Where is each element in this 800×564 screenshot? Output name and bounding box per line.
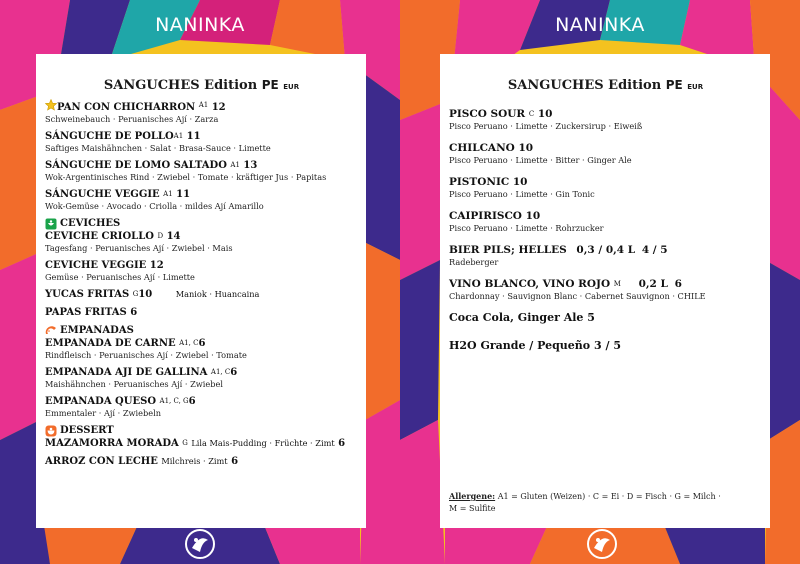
- brand-logo-text: NANINKA: [155, 14, 245, 36]
- item-price: 10: [512, 176, 528, 188]
- menu-title-country: PE: [665, 78, 683, 92]
- item-name: VINO BLANCO, VINO ROJO: [449, 278, 611, 290]
- menu-item: [45, 337, 358, 361]
- item-description: Radeberger: [449, 257, 499, 267]
- item-description: Gemüse · Peruanisches Ají · Limette: [45, 272, 195, 282]
- drink-item: [449, 175, 762, 200]
- allergen-code: G: [132, 290, 139, 298]
- item-description: Pisco Peruano · Limette · Zuckersirup · Eiweiß: [449, 121, 643, 131]
- item-name: Coca Cola, Ginger Ale: [449, 311, 584, 324]
- item-name: H2O Grande / Pequeño: [449, 339, 591, 352]
- item-size: 0,3 / 0,4 L: [576, 244, 636, 256]
- item-price: 5: [587, 311, 595, 324]
- item-price: 6: [130, 307, 138, 318]
- menu-item: [45, 188, 358, 212]
- item-price: 12: [211, 102, 226, 113]
- menu-title-text: SANGUCHES Edition: [507, 78, 662, 93]
- menu-page-right: [400, 0, 800, 564]
- item-name: SÁNGUCHE DE LOMO SALTADO: [45, 160, 227, 171]
- menu-item: [45, 288, 358, 301]
- item-price: 12: [149, 260, 164, 271]
- section-header-empanadas: [45, 324, 358, 337]
- item-description: Chardonnay · Sauvignon Blanc · Cabernet Sauvignon · CHILE: [449, 291, 706, 301]
- item-name: CHILCANO: [449, 142, 515, 154]
- item-price: 6: [188, 396, 196, 407]
- menu-item: [45, 437, 358, 450]
- item-name: YUCAS FRITAS: [45, 289, 130, 300]
- brand-emblem-icon: [184, 528, 216, 560]
- item-price: 6: [674, 278, 682, 290]
- drink-item: [449, 243, 762, 268]
- item-description: Rindfleisch · Peruanisches Ají · Zwiebel · Tomate: [45, 350, 247, 360]
- item-price: 6: [338, 438, 346, 449]
- item-name: PISTONIC: [449, 176, 510, 188]
- section-header-dessert: [45, 424, 358, 437]
- section-label: DESSERT: [60, 425, 114, 436]
- allergen-code: M: [613, 280, 621, 288]
- item-size: 0,2 L: [638, 278, 668, 290]
- item-name: CAIPIRISCO: [449, 210, 522, 222]
- item-description: Maishähnchen · Peruanisches Ají · Zwiebel: [45, 379, 223, 389]
- drink-item: [449, 107, 762, 132]
- menu-item: [45, 159, 358, 183]
- brand-logo-text: NANINKA: [555, 14, 645, 36]
- item-name: PISCO SOUR: [449, 108, 526, 120]
- section-label: CEVICHES: [60, 218, 121, 229]
- item-description: Tagesfang · Peruanisches Ají · Zwiebel · Mais: [45, 243, 233, 253]
- item-description: Pisco Peruano · Limette · Bitter · Ginger Ale: [449, 155, 632, 165]
- item-price: 10: [537, 108, 553, 120]
- item-name: CEVICHE VEGGIE: [45, 260, 147, 271]
- item-price: 13: [243, 160, 258, 171]
- allergen-code: A1: [230, 161, 240, 169]
- menu-item: [45, 306, 358, 319]
- allergen-code: A1, C, G: [159, 397, 189, 405]
- item-description: Milchreis · Zimt: [161, 456, 228, 466]
- item-price: 10: [138, 289, 153, 300]
- allergen-code: A1: [198, 101, 209, 109]
- item-price: 6: [231, 456, 239, 467]
- menu-item: [45, 395, 358, 419]
- item-description: Schweinebauch · Peruanisches Ají · Zarza: [45, 114, 219, 124]
- ceviche-bowl-icon: [45, 218, 57, 230]
- allergen-code: A1, C: [179, 339, 199, 347]
- item-description: Emmentaler · Ají · Zwiebeln: [45, 408, 161, 418]
- drink-item: [449, 339, 762, 353]
- drink-item: [449, 209, 762, 234]
- item-name: EMPANADA AJI DE GALLINA: [45, 367, 208, 378]
- item-name: CEVICHE CRIOLLO: [45, 231, 154, 242]
- item-price: 11: [176, 189, 191, 200]
- item-price: 10: [525, 210, 541, 222]
- menu-title-currency: EUR: [283, 83, 300, 91]
- item-name: MAZAMORRA MORADA: [45, 438, 179, 449]
- dessert-bowl-icon: [45, 425, 57, 437]
- allergen-code: D: [157, 232, 164, 240]
- menu-title: [449, 78, 762, 93]
- menu-title-country: PE: [261, 78, 279, 92]
- item-name: BIER PILS; HELLES: [449, 244, 567, 256]
- allergen-code: A1: [163, 190, 173, 198]
- menu-item: [45, 230, 358, 254]
- section-label: EMPANADAS: [60, 325, 134, 336]
- menu-title-text: SANGUCHES Edition: [103, 78, 258, 93]
- item-description: Wok-Gemüse · Avocado · Criolla · mildes Ají Amarillo: [45, 201, 264, 211]
- empanada-icon: [45, 325, 57, 337]
- allergen-heading: Allergene:: [449, 491, 496, 501]
- item-description: Lila Mais-Pudding · Früchte · Zimt: [191, 438, 335, 448]
- item-description: Wok-Argentinisches Rind · Zwiebel · Tomate · kräftiger Jus · Papitas: [45, 172, 327, 182]
- item-price: 11: [186, 131, 201, 142]
- item-name: SÁNGUCHE VEGGIE: [45, 189, 160, 200]
- item-price: 14: [166, 231, 181, 242]
- item-name: ARROZ CON LECHE: [45, 456, 158, 467]
- drink-item: [449, 311, 762, 325]
- item-price: 10: [518, 142, 534, 154]
- allergen-code: C: [528, 110, 535, 118]
- drink-item: [449, 277, 762, 302]
- menu-item: [45, 366, 358, 390]
- item-description: Maniok · Huancaina: [175, 289, 260, 299]
- star-icon: [45, 99, 57, 111]
- allergen-code: A1, C: [210, 368, 231, 376]
- menu-item: [45, 259, 358, 283]
- allergen-text: M = Sulfite: [449, 504, 496, 513]
- item-description: Pisco Peruano · Limette · Rohrzucker: [449, 223, 604, 233]
- item-price: 3 / 5: [593, 339, 621, 352]
- item-name: EMPANADA QUESO: [45, 396, 157, 407]
- allergen-code: A1: [173, 132, 184, 140]
- food-menu-card: [36, 54, 366, 528]
- allergen-code: G: [182, 439, 188, 447]
- item-description: Pisco Peruano · Limette · Gin Tonic: [449, 189, 595, 199]
- drinks-menu-card: [440, 54, 770, 528]
- menu-item: [45, 455, 358, 468]
- item-price: 6: [198, 338, 206, 349]
- item-price: 4 / 5: [641, 244, 668, 256]
- item-name: SÁNGUCHE DE POLLO: [45, 131, 174, 142]
- item-description: Saftiges Maishähnchen · Salat · Brasa-Sauce · Limette: [45, 143, 271, 153]
- menu-title-currency: EUR: [687, 83, 704, 91]
- item-price: 6: [230, 367, 238, 378]
- allergen-legend: [449, 490, 749, 515]
- brand-emblem-icon: [586, 528, 618, 560]
- item-name: PAN CON CHICHARRON: [57, 102, 196, 113]
- menu-title: [45, 78, 358, 93]
- menu-item: [45, 130, 358, 154]
- menu-item: [45, 99, 358, 125]
- allergen-text: A1 = Gluten (Weizen) · C = Ei · D = Fisch · G = Milch ·: [497, 492, 721, 501]
- section-header-ceviches: [45, 217, 358, 230]
- item-name: PAPAS FRITAS: [45, 307, 127, 318]
- item-name: EMPANADA DE CARNE: [45, 338, 176, 349]
- drink-item: [449, 141, 762, 166]
